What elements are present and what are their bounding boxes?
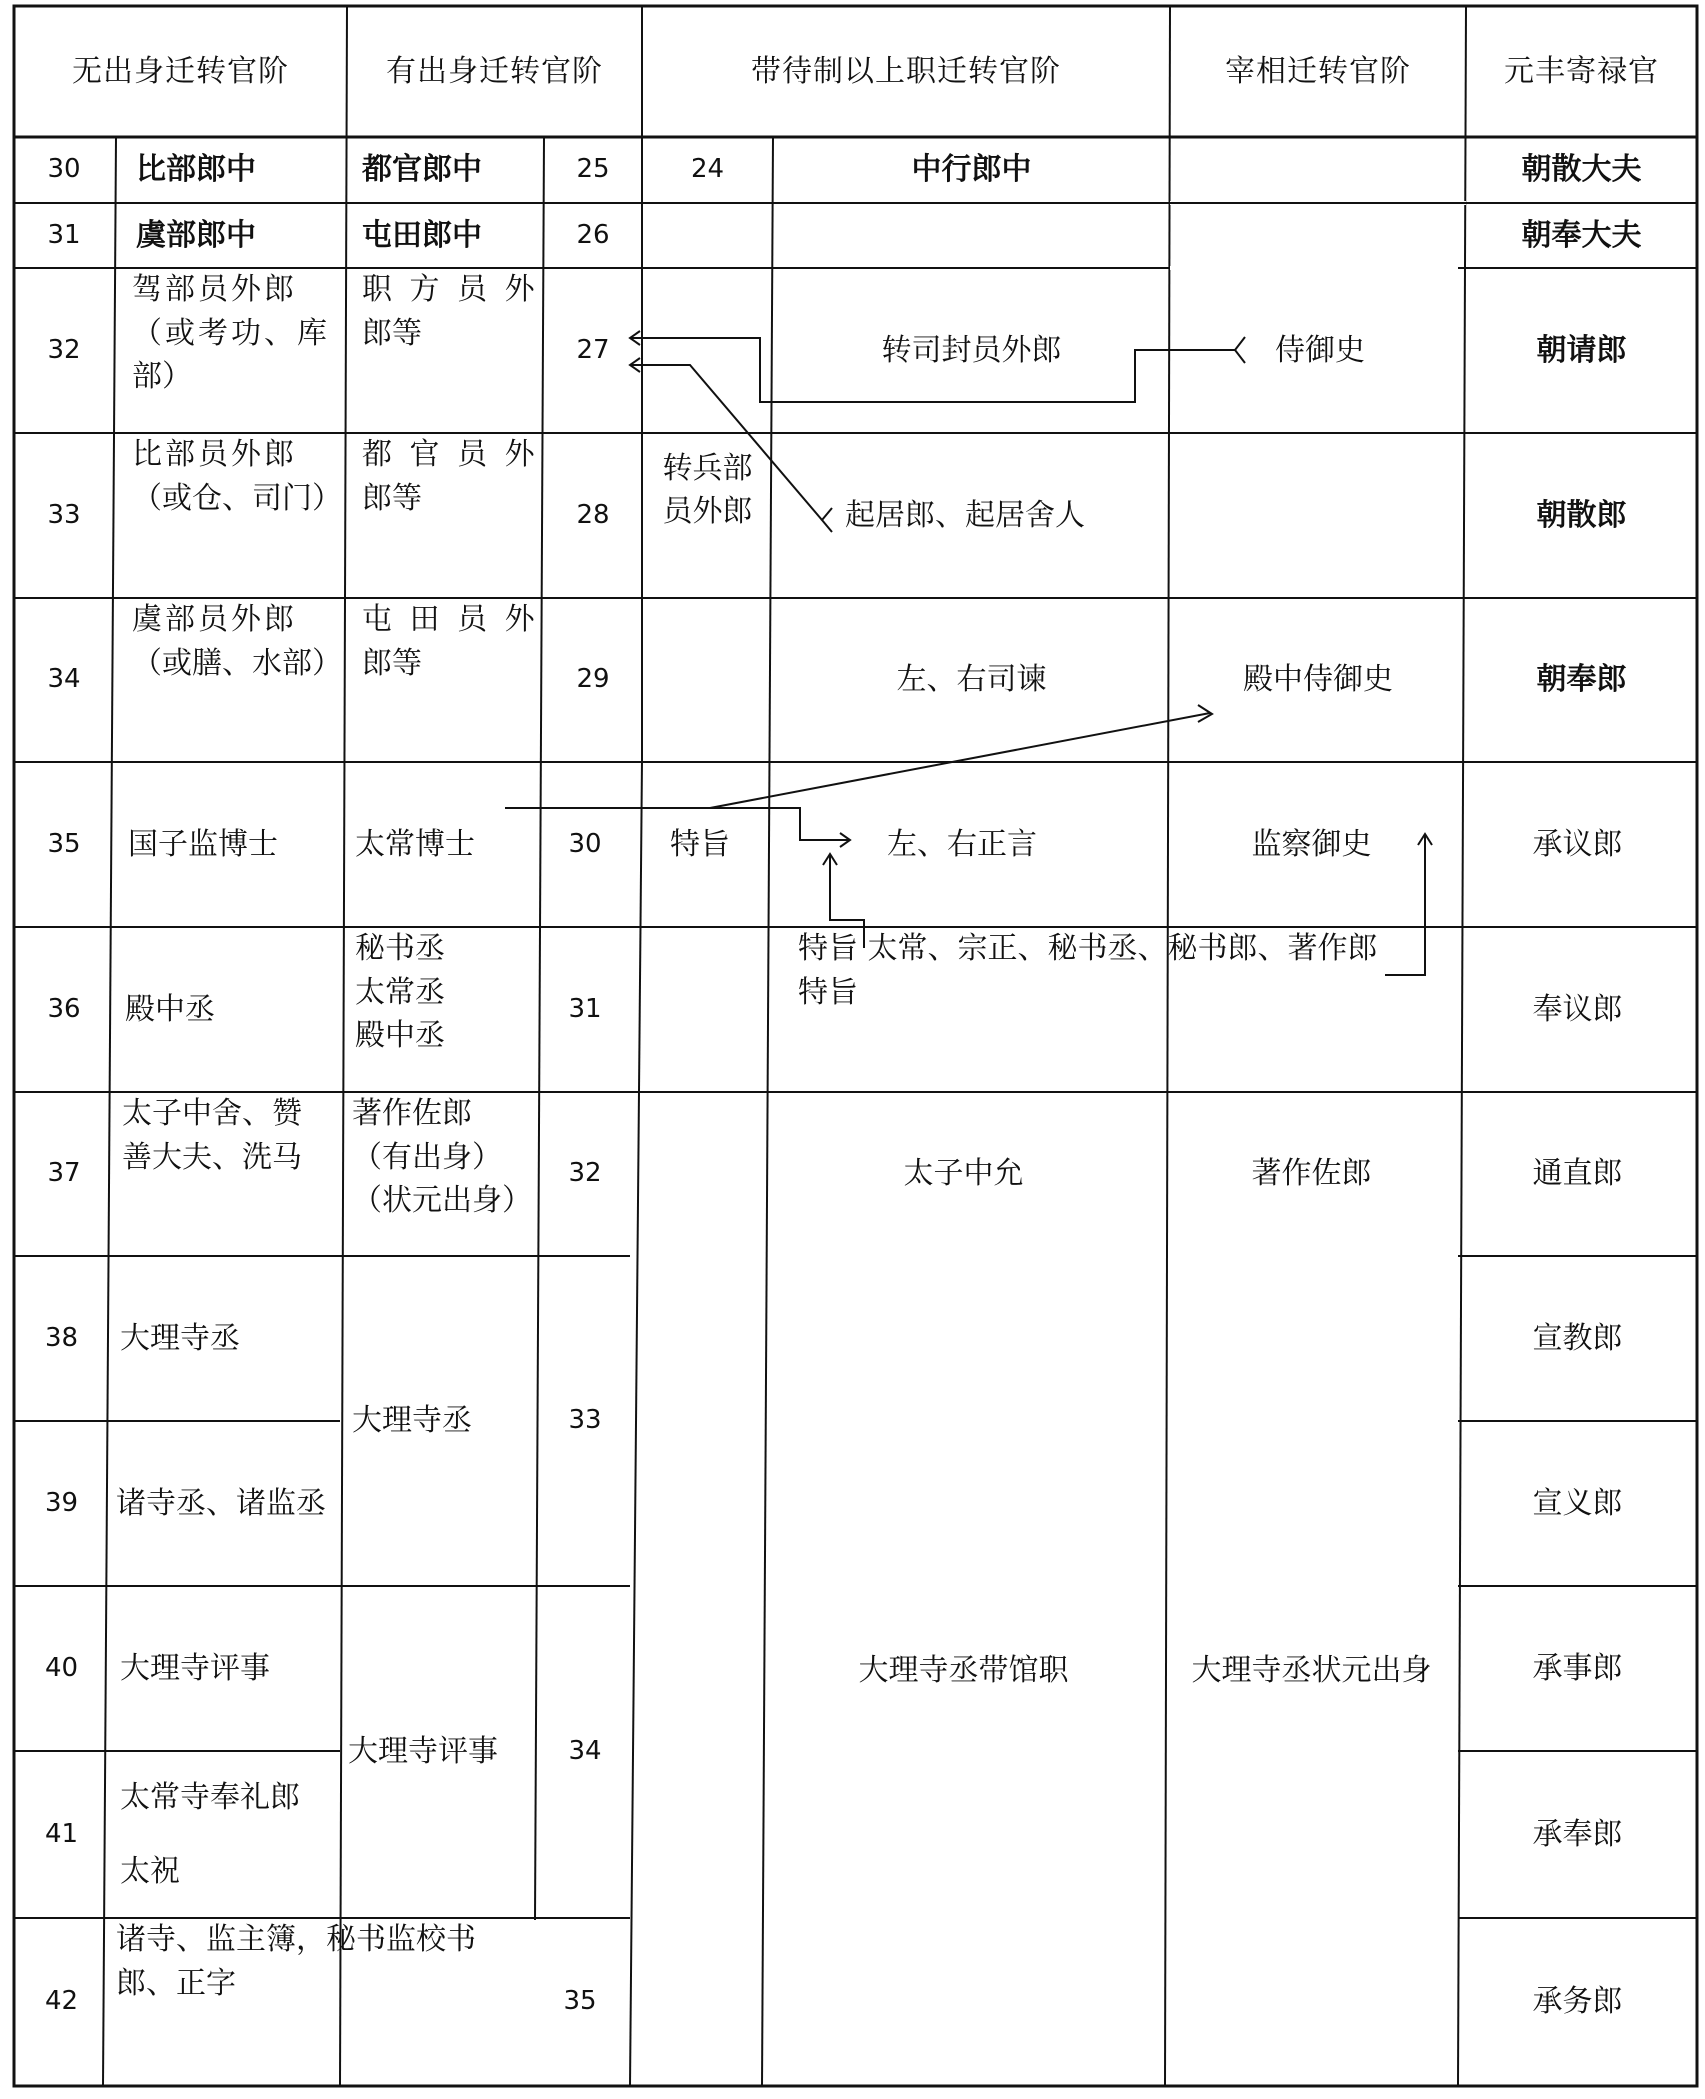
you-cell bbox=[355, 927, 535, 1092]
you-cell bbox=[362, 268, 542, 433]
dai-cell bbox=[798, 927, 1398, 1092]
wu-line: 善大夫、洗马 bbox=[122, 1139, 302, 1175]
wu-line: 太祝 bbox=[120, 1853, 180, 1889]
you-number: 33 bbox=[568, 1405, 602, 1436]
zai-cell: 著作佐郎 bbox=[1251, 1156, 1372, 1192]
row-number: 30 bbox=[47, 154, 81, 185]
you-cell bbox=[352, 1092, 537, 1256]
yuan-cell: 朝奉郎 bbox=[1536, 662, 1627, 698]
you-number: 29 bbox=[576, 664, 610, 695]
wu-cell: 比部郎中 bbox=[136, 152, 256, 188]
zai-cell: 侍御史 bbox=[1275, 332, 1365, 368]
yuan-cell: 奉议郎 bbox=[1532, 991, 1623, 1027]
wu-cell: 国子监博士 bbox=[128, 826, 278, 862]
yuan-cell: 通直郎 bbox=[1532, 1156, 1623, 1192]
yuan-cell: 朝散大夫 bbox=[1521, 152, 1642, 188]
row-number: 34 bbox=[47, 664, 81, 695]
you-cell: 屯田郎中 bbox=[362, 217, 482, 253]
you-line: （状元出身） bbox=[352, 1183, 532, 1218]
header-you-chushen: 有出身迁转官阶 bbox=[386, 53, 603, 89]
you-number: 32 bbox=[568, 1158, 602, 1189]
wu-line: 比部员外郎 bbox=[132, 437, 297, 472]
you-number: 35 bbox=[563, 1986, 597, 2017]
row-number: 36 bbox=[47, 993, 81, 1024]
row-number: 42 bbox=[44, 1986, 79, 2017]
you-merged-38-39: 大理寺丞 bbox=[352, 1403, 472, 1439]
yuan-cell: 宣教郎 bbox=[1532, 1320, 1623, 1356]
you-merged-40-41: 大理寺评事 bbox=[348, 1734, 498, 1770]
wu-cell bbox=[132, 433, 344, 598]
zai-merged-38-42: 大理寺丞状元出身 bbox=[1191, 1653, 1432, 1689]
row-number: 40 bbox=[44, 1652, 79, 1683]
row-number: 35 bbox=[47, 828, 81, 859]
yuan-cell: 朝散郎 bbox=[1536, 497, 1627, 533]
you-line: 太常丞 bbox=[355, 974, 445, 1010]
dai-line: 特旨 太常、宗正、秘书丞、秘书郎、著作郎 bbox=[798, 931, 1378, 966]
zai-cell: 殿中侍御史 bbox=[1243, 662, 1393, 698]
wu-line: （或膳、水部） bbox=[132, 645, 342, 681]
row-number: 39 bbox=[44, 1487, 79, 1518]
row-number: 38 bbox=[44, 1322, 79, 1353]
you-line: 郎等 bbox=[362, 315, 422, 351]
wu-line: 部） bbox=[132, 359, 192, 394]
wu-cell: 虞部郎中 bbox=[136, 217, 256, 253]
wu-cell bbox=[132, 268, 344, 433]
you-number: 27 bbox=[576, 334, 610, 365]
dai-merged-38-42: 大理寺丞带馆职 bbox=[858, 1653, 1069, 1689]
wu-cell: 诸寺丞、诸监丞 bbox=[116, 1485, 326, 1521]
row-number: 32 bbox=[47, 334, 81, 365]
wu-line: 太常寺奉礼郎 bbox=[120, 1780, 300, 1815]
dai-line: 特旨 bbox=[798, 974, 858, 1010]
dai-number: 24 bbox=[690, 154, 725, 185]
you-line: 殿中丞 bbox=[355, 1018, 445, 1053]
dai-cell: 转司封员外郎 bbox=[881, 332, 1062, 368]
you-number: 30 bbox=[568, 828, 602, 859]
header-yuanfeng: 元丰寄禄官 bbox=[1504, 53, 1659, 89]
dai-cell: 中行郎中 bbox=[911, 152, 1032, 188]
you-line: 屯 田 员 外 bbox=[362, 602, 539, 637]
wu-line: 驾部员外郎 bbox=[132, 272, 297, 307]
you-line: 都 官 员 外 bbox=[362, 437, 539, 472]
wu-line: 诸寺、监主簿，秘书监校书 bbox=[116, 1922, 476, 1957]
you-line: 郎等 bbox=[362, 645, 422, 681]
you-number: 34 bbox=[568, 1736, 602, 1767]
dai-cell: 起居郎、起居舍人 bbox=[845, 497, 1085, 533]
dai-cell: 左、右司谏 bbox=[896, 662, 1047, 698]
yuan-cell: 朝请郎 bbox=[1536, 332, 1627, 368]
header-daizhi: 带待制以上职迁转官阶 bbox=[751, 53, 1061, 89]
you-cell: 太常博士 bbox=[355, 826, 475, 862]
wu-line: 太子中舍、赞 bbox=[122, 1096, 302, 1131]
you-line: 著作佐郎 bbox=[352, 1096, 472, 1131]
bingbu-merged-cell bbox=[642, 420, 773, 560]
row-number: 41 bbox=[44, 1818, 79, 1849]
wu-cell bbox=[132, 598, 344, 762]
wu-cell bbox=[122, 1092, 337, 1256]
row-number: 33 bbox=[47, 499, 81, 530]
yuan-cell: 朝奉大夫 bbox=[1521, 217, 1642, 253]
you-line: 职 方 员 外 bbox=[362, 272, 539, 307]
you-cell: 都官郎中 bbox=[362, 152, 482, 188]
wu-line: 郎、正字 bbox=[116, 1965, 236, 2001]
row-number: 37 bbox=[47, 1158, 81, 1189]
dai-side-cell: 特旨 bbox=[670, 826, 730, 862]
zai-cell: 监察御史 bbox=[1251, 826, 1372, 862]
wu-cell: 大理寺评事 bbox=[120, 1650, 270, 1686]
dai-cell: 太子中允 bbox=[903, 1156, 1024, 1192]
wu-cell bbox=[120, 1751, 335, 1918]
wu-line: 虞部员外郎 bbox=[132, 602, 297, 637]
wu-cell bbox=[116, 1918, 526, 2086]
yuan-cell: 宣义郎 bbox=[1532, 1485, 1623, 1521]
wu-line: （或考功、库 bbox=[132, 315, 330, 351]
you-line: 郎等 bbox=[362, 480, 422, 516]
you-cell bbox=[362, 598, 542, 762]
bingbu-line: 转兵部 bbox=[662, 450, 753, 486]
row-number: 31 bbox=[47, 219, 81, 250]
bingbu-line: 员外郎 bbox=[662, 494, 753, 529]
yuan-cell: 承务郎 bbox=[1532, 1984, 1623, 2020]
header-wu-chushen: 无出身迁转官阶 bbox=[72, 53, 289, 89]
wu-line: （或仓、司门） bbox=[132, 480, 342, 516]
you-number: 26 bbox=[576, 219, 610, 250]
you-line: （有出身） bbox=[352, 1139, 502, 1175]
yuan-cell: 承奉郎 bbox=[1532, 1816, 1623, 1852]
you-number: 28 bbox=[576, 499, 610, 530]
wu-cell: 殿中丞 bbox=[125, 991, 215, 1027]
you-number: 25 bbox=[576, 154, 610, 185]
wu-cell: 大理寺丞 bbox=[120, 1320, 240, 1356]
you-cell bbox=[362, 433, 542, 598]
dai-cell: 左、右正言 bbox=[887, 826, 1037, 862]
header-zaixiang: 宰相迁转官阶 bbox=[1225, 53, 1411, 89]
yuan-cell: 承议郎 bbox=[1532, 826, 1623, 862]
yuan-cell: 承事郎 bbox=[1532, 1650, 1623, 1686]
you-line: 秘书丞 bbox=[355, 931, 445, 966]
you-number: 31 bbox=[568, 993, 602, 1024]
